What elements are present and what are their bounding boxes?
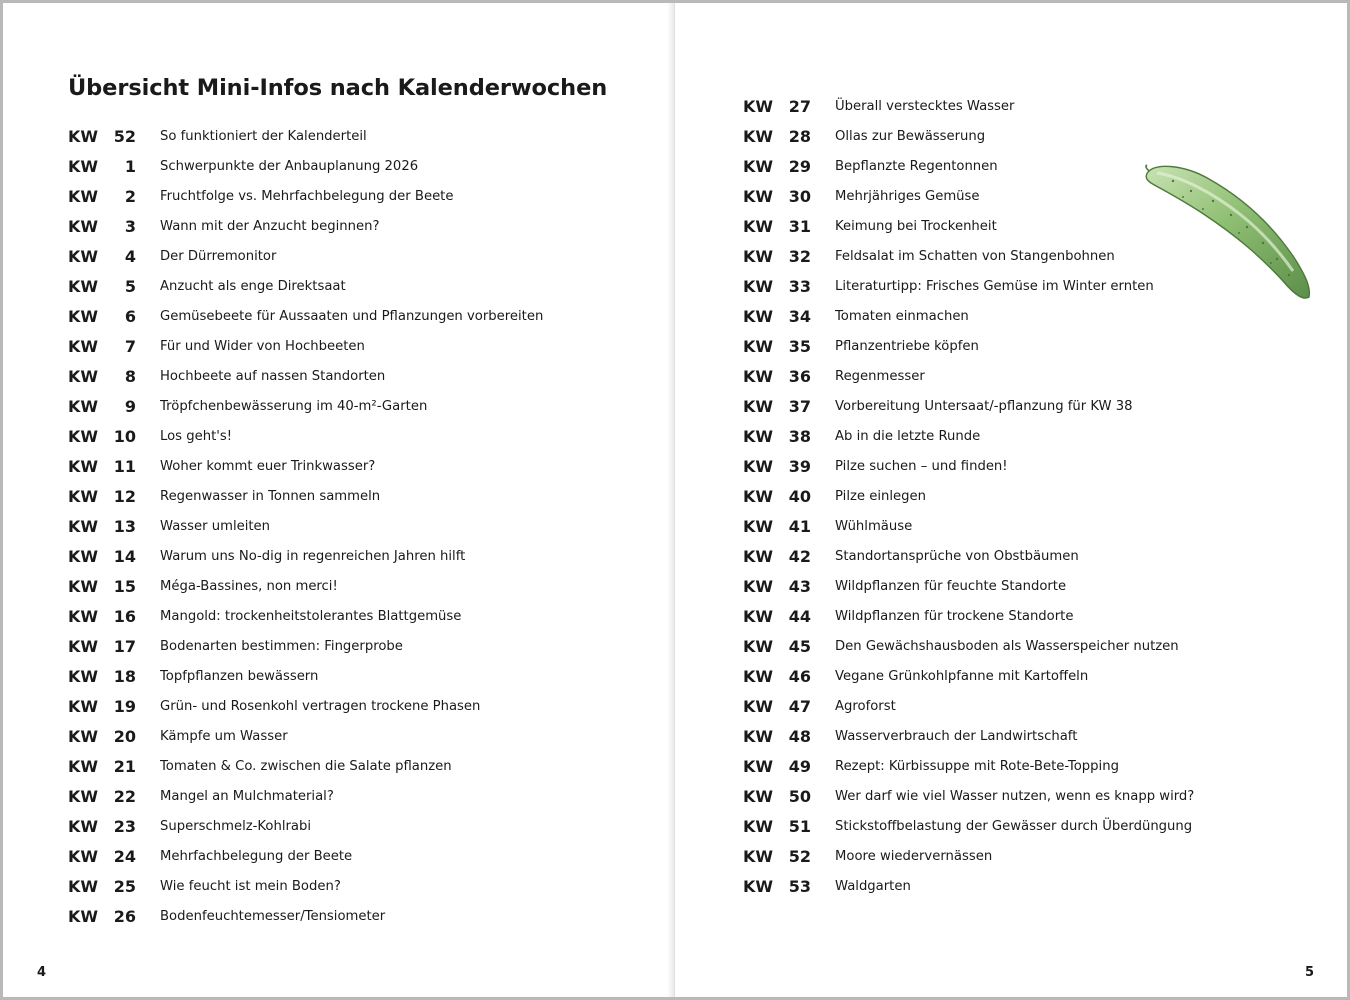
kw-label: KW [743,186,774,206]
week-entry [743,421,1194,451]
week-entry [743,511,1194,541]
week-number: 51 [788,816,811,836]
weekly-info-list-right [743,91,1194,901]
week-entry [68,511,543,541]
kw-label: KW [68,486,99,506]
week-number: 4 [124,246,136,266]
week-number: 22 [113,786,136,806]
kw-label: KW [743,816,774,836]
week-topic: Für und Wider von Hochbeeten [160,338,365,354]
kw-label: KW [68,516,99,536]
week-topic: Wie feucht ist mein Boden? [160,878,341,894]
kw-label: KW [68,576,99,596]
week-topic: Wann mit der Anzucht beginnen? [160,218,380,234]
week-topic: Stickstoffbelastung der Gewässer durch Überdüngung [835,818,1193,834]
week-topic: Wasser umleiten [160,518,271,534]
kw-label: KW [743,606,774,626]
kw-label: KW [68,666,99,686]
kw-label: KW [743,276,774,296]
week-number: 11 [113,456,136,476]
week-topic: Standortansprüche von Obstbäumen [835,548,1079,564]
week-number: 6 [124,306,136,326]
week-entry [743,181,1194,211]
week-topic: Mehrjähriges Gemüse [835,188,980,204]
kw-label: KW [68,156,99,176]
week-entry [743,271,1194,301]
week-entry [68,181,543,211]
week-number: 29 [788,156,811,176]
week-entry [68,301,543,331]
page-number-left: 4 [37,965,47,980]
week-number: 12 [113,486,136,506]
kw-label: KW [743,396,774,416]
week-entry [743,691,1194,721]
kw-label: KW [743,246,774,266]
week-entry [743,361,1194,391]
week-number: 40 [788,486,811,506]
week-entry [743,811,1194,841]
week-topic: Ollas zur Bewässerung [835,128,986,144]
week-number: 15 [113,576,136,596]
kw-label: KW [743,366,774,386]
week-entry [743,241,1194,271]
week-topic: Woher kommt euer Trinkwasser? [160,458,376,474]
week-entry [68,601,543,631]
kw-label: KW [743,666,774,686]
week-number: 46 [788,666,811,686]
week-number: 38 [788,426,811,446]
week-topic: Wasserverbrauch der Landwirtschaft [835,728,1078,744]
week-topic: Mangel an Mulchmaterial? [160,788,334,804]
page-title: Übersicht Mini-Infos nach Kalenderwochen [68,75,608,101]
week-entry [68,871,543,901]
cucumber-illustration [1143,163,1319,303]
week-entry [68,781,543,811]
kw-label: KW [743,576,774,596]
week-number: 17 [113,636,136,656]
week-topic: Hochbeete auf nassen Standorten [160,368,386,384]
right-page [675,3,1347,997]
week-topic: Rezept: Kürbissuppe mit Rote-Bete-Topping [835,758,1119,774]
week-topic: Agroforst [835,698,896,714]
week-number: 24 [113,846,136,866]
week-number: 41 [788,516,811,536]
week-number: 27 [788,96,811,116]
week-number: 1 [124,156,136,176]
week-entry [68,211,543,241]
week-entry [68,631,543,661]
week-topic: Überall verstecktes Wasser [835,98,1015,114]
week-topic: Moore wiedervernässen [835,848,993,864]
week-entry [743,151,1194,181]
weekly-info-list-left [68,121,543,931]
kw-label: KW [68,426,99,446]
kw-label: KW [68,396,99,416]
kw-label: KW [743,726,774,746]
kw-label: KW [743,336,774,356]
week-number: 3 [124,216,136,236]
kw-label: KW [68,786,99,806]
week-number: 47 [788,696,811,716]
week-topic: Tomaten einmachen [835,308,969,324]
week-number: 35 [788,336,811,356]
page-number-right: 5 [1305,965,1315,980]
week-topic: Gemüsebeete für Aussaaten und Pflanzungen vorbereiten [160,308,544,324]
week-number: 8 [124,366,136,386]
week-topic: Bodenfeuchtemesser/Tensiometer [160,908,386,924]
kw-label: KW [68,696,99,716]
week-number: 37 [788,396,811,416]
week-topic: Der Dürremonitor [160,248,277,264]
kw-label: KW [68,726,99,746]
kw-label: KW [68,756,99,776]
kw-label: KW [743,126,774,146]
week-number: 50 [788,786,811,806]
kw-label: KW [68,276,99,296]
kw-label: KW [743,636,774,656]
week-topic: Topfpflanzen bewässern [160,668,319,684]
kw-label: KW [743,486,774,506]
kw-label: KW [68,846,99,866]
week-entry [743,751,1194,781]
week-topic: Regenmesser [835,368,925,384]
kw-label: KW [68,186,99,206]
week-entry [743,121,1194,151]
week-entry [743,571,1194,601]
week-entry [68,361,543,391]
week-topic: Pilze einlegen [835,488,926,504]
week-number: 32 [788,246,811,266]
week-topic: Pflanzentriebe köpfen [835,338,979,354]
week-topic: Waldgarten [835,878,911,894]
week-topic: Den Gewächshausboden als Wasserspeicher nutzen [835,638,1179,654]
week-number: 52 [788,846,811,866]
week-entry [68,691,543,721]
week-number: 19 [113,696,136,716]
kw-label: KW [743,846,774,866]
week-topic: Schwerpunkte der Anbauplanung 2026 [160,158,419,174]
week-entry [68,451,543,481]
week-topic: Grün- und Rosenkohl vertragen trockene Phasen [160,698,481,714]
week-topic: Bepflanzte Regentonnen [835,158,998,174]
week-entry [68,841,543,871]
week-entry [743,781,1194,811]
week-entry [68,421,543,451]
week-topic: Tröpfchenbewässerung im 40-m²-Garten [160,398,428,414]
kw-label: KW [743,516,774,536]
week-topic: Tomaten & Co. zwischen die Salate pflanzen [160,758,452,774]
week-number: 45 [788,636,811,656]
week-topic: Fruchtfolge vs. Mehrfachbelegung der Beete [160,188,454,204]
week-entry [68,271,543,301]
week-entry [743,211,1194,241]
kw-label: KW [743,96,774,116]
week-topic: Superschmelz-Kohlrabi [160,818,312,834]
week-topic: Vorbereitung Untersaat/-pflanzung für KW 38 [835,398,1133,414]
kw-label: KW [68,216,99,236]
week-entry [68,391,543,421]
week-topic: Wer darf wie viel Wasser nutzen, wenn es knapp wird? [835,788,1195,804]
week-number: 10 [113,426,136,446]
week-number: 31 [788,216,811,236]
week-entry [68,751,543,781]
kw-label: KW [743,426,774,446]
week-entry [68,151,543,181]
week-topic: Wühlmäuse [835,518,913,534]
week-topic: So funktioniert der Kalenderteil [160,128,367,144]
week-entry [68,811,543,841]
week-topic: Regenwasser in Tonnen sammeln [160,488,381,504]
week-number: 53 [788,876,811,896]
week-entry [743,661,1194,691]
week-number: 9 [124,396,136,416]
kw-label: KW [68,816,99,836]
week-entry [743,541,1194,571]
week-number: 25 [113,876,136,896]
week-topic: Wildpflanzen für feuchte Standorte [835,578,1067,594]
week-topic: Vegane Grünkohlpfanne mit Kartoffeln [835,668,1089,684]
week-number: 13 [113,516,136,536]
week-number: 36 [788,366,811,386]
week-topic: Literaturtipp: Frisches Gemüse im Winter ernten [835,278,1154,294]
kw-label: KW [68,456,99,476]
week-number: 14 [113,546,136,566]
week-number: 26 [113,906,136,926]
week-entry [743,331,1194,361]
week-number: 42 [788,546,811,566]
week-topic: Mangold: trockenheitstolerantes Blattgemüse [160,608,462,624]
kw-label: KW [68,606,99,626]
left-page [3,3,671,997]
week-entry [68,661,543,691]
kw-label: KW [68,126,99,146]
kw-label: KW [743,786,774,806]
week-number: 30 [788,186,811,206]
week-entry [743,391,1194,421]
week-topic: Wildpflanzen für trockene Standorte [835,608,1074,624]
kw-label: KW [68,366,99,386]
week-entry [68,571,543,601]
week-topic: Los geht's! [160,428,233,444]
week-number: 39 [788,456,811,476]
kw-label: KW [68,906,99,926]
week-number: 21 [113,756,136,776]
week-topic: Kämpfe um Wasser [160,728,288,744]
kw-label: KW [68,306,99,326]
week-number: 44 [788,606,811,626]
week-entry [743,631,1194,661]
kw-label: KW [68,246,99,266]
kw-label: KW [68,876,99,896]
week-topic: Warum uns No-dig in regenreichen Jahren hilft [160,548,466,564]
kw-label: KW [68,546,99,566]
week-topic: Mehrfachbelegung der Beete [160,848,353,864]
week-number: 16 [113,606,136,626]
week-entry [68,121,543,151]
week-entry [743,91,1194,121]
kw-label: KW [68,636,99,656]
kw-label: KW [743,456,774,476]
week-number: 2 [124,186,136,206]
week-entry [68,541,543,571]
week-number: 5 [124,276,136,296]
week-number: 28 [788,126,811,146]
week-entry [743,871,1194,901]
week-entry [68,331,543,361]
kw-label: KW [743,216,774,236]
kw-label: KW [68,336,99,356]
week-topic: Feldsalat im Schatten von Stangenbohnen [835,248,1115,264]
kw-label: KW [743,696,774,716]
book-spread [3,3,1347,997]
kw-label: KW [743,546,774,566]
week-topic: Pilze suchen – und finden! [835,458,1008,474]
week-number: 48 [788,726,811,746]
week-entry [743,451,1194,481]
week-entry [743,481,1194,511]
week-entry [743,301,1194,331]
week-number: 34 [788,306,811,326]
week-topic: Ab in die letzte Runde [835,428,981,444]
week-number: 49 [788,756,811,776]
week-number: 7 [124,336,136,356]
week-topic: Bodenarten bestimmen: Fingerprobe [160,638,403,654]
week-entry [68,721,543,751]
kw-label: KW [743,156,774,176]
week-topic: Méga-Bassines, non merci! [160,578,338,594]
week-number: 52 [113,126,136,146]
week-number: 23 [113,816,136,836]
week-entry [68,481,543,511]
week-entry [743,721,1194,751]
kw-label: KW [743,756,774,776]
week-entry [68,241,543,271]
kw-label: KW [743,876,774,896]
week-entry [68,901,543,931]
week-number: 33 [788,276,811,296]
kw-label: KW [743,306,774,326]
week-topic: Keimung bei Trockenheit [835,218,997,234]
week-number: 20 [113,726,136,746]
week-topic: Anzucht als enge Direktsaat [160,278,346,294]
week-entry [743,841,1194,871]
week-entry [743,601,1194,631]
week-number: 18 [113,666,136,686]
week-number: 43 [788,576,811,596]
